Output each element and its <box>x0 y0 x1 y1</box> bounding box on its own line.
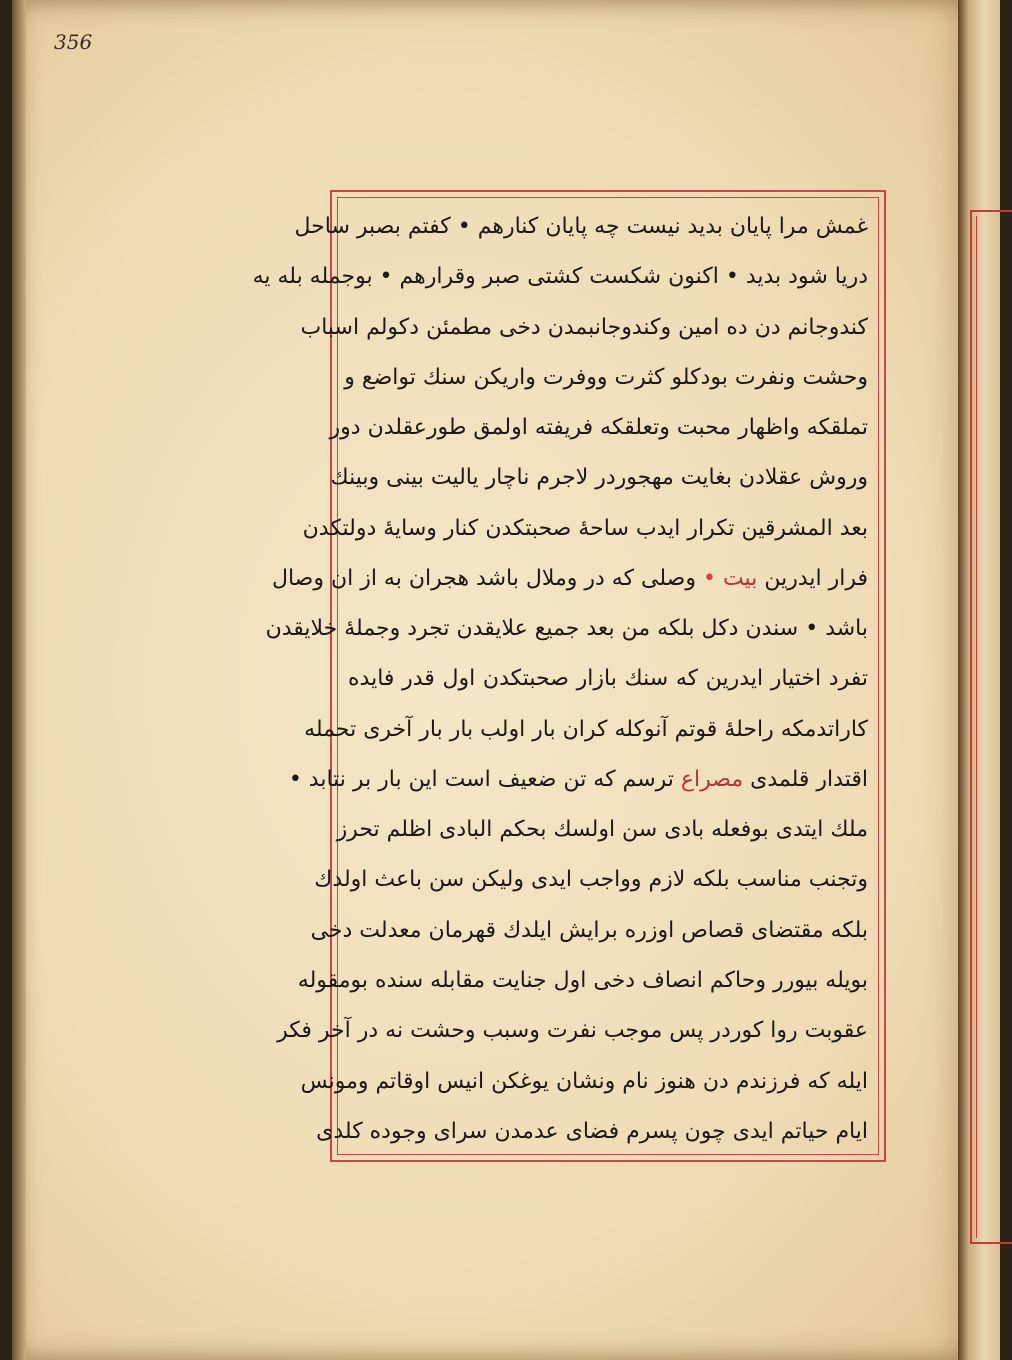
text-segment: فرار ايدرين <box>764 565 868 591</box>
text-frame <box>252 190 886 1162</box>
text-line: تفرد اختيار ايدرين كه سنك بازار صحبتكدن اول قدر فايده <box>348 666 868 692</box>
page-edge <box>12 0 26 1360</box>
text-line: ايله كه فرزندم دن هنوز نام ونشان يوغكن انيس اوقاتم ومونس <box>300 1068 868 1094</box>
text-line: كندوجانم دن ده امين وكندوجانبمدن دخى مطمئن دكولم اسباب <box>300 314 868 340</box>
text-line: باشد • سندن دكل بلكه من بعد جميع علايقدن تجرد وجملهٔ خلايقدن <box>265 616 868 642</box>
text-line: وتجنب مناسب بلكه لازم وواجب ايدى وليكن سن باعث اولدك <box>314 867 868 893</box>
text-line: غمش مرا پايان بديد نيست چه پايان كنارهم • كفتم بصبر ساحل <box>294 214 868 239</box>
text-segment: اقتدار قلمدى <box>750 766 868 792</box>
manuscript-page <box>12 0 974 1360</box>
facing-page-edge <box>958 0 1000 1360</box>
text-segment: ترسم كه تن ضعيف است اين بار بر نتابد • <box>288 766 674 792</box>
text-line-with-rubric <box>271 562 868 595</box>
text-line: بلكه مقتضاى قصاص اوزره برايش ايلدك قهرمان معدلت دخى <box>310 917 868 943</box>
text-line: وروش عقلادن بغايت مهجوردر لاجرم ناچار ياليت بينى وبينك <box>330 465 868 491</box>
text-line: ايام حياتم ايدى چون پسرم فضاى عدمدن سراى وجوده كلدى <box>316 1118 868 1144</box>
text-segment: وصلى كه در وملال باشد هجران به از ان وصال <box>271 565 696 591</box>
text-block <box>252 210 868 1148</box>
text-line: بويله بيورر وحاكم انصاف دخى اول جنايت مقابله سنده بومقوله <box>297 967 868 993</box>
text-line: تملقكه واظهار محبت وتعلقكه فريفته اولمق طورعقلدن دور <box>329 415 868 441</box>
text-line: كاراتدمكه راحلهٔ قوتم آنوكله كران بار اولب بار بار آخرى تحمله <box>304 716 868 742</box>
text-line: عقوبت روا كوردر پس موجب نفرت وسبب وحشت نه در آخر فكر <box>277 1018 868 1044</box>
text-line: دريا شود بديد • اكنون شكست كشتى صبر وقرارهم • بوجمله بله يه <box>252 264 868 290</box>
rubric-misra: مصراع <box>680 766 744 792</box>
text-line: ملك ايتدى بوفعله بادى سن اولسك بحكم البادى اظلم تحرز <box>336 817 868 843</box>
text-line: بعد المشرقين تكرار ايدب ساحهٔ صحبتكدن كنار وسايهٔ دولتكدن <box>302 515 868 541</box>
facing-page-frame <box>970 210 1012 1244</box>
rubric-dot: • <box>702 565 716 591</box>
rubric-beyt: بيت <box>722 565 758 591</box>
text-line: وحشت ونفرت بودكلو كثرت ووفرت واريكن سنك تواضع و <box>344 364 868 390</box>
text-line-with-rubric <box>288 763 868 796</box>
folio-number: 356 <box>54 30 93 54</box>
